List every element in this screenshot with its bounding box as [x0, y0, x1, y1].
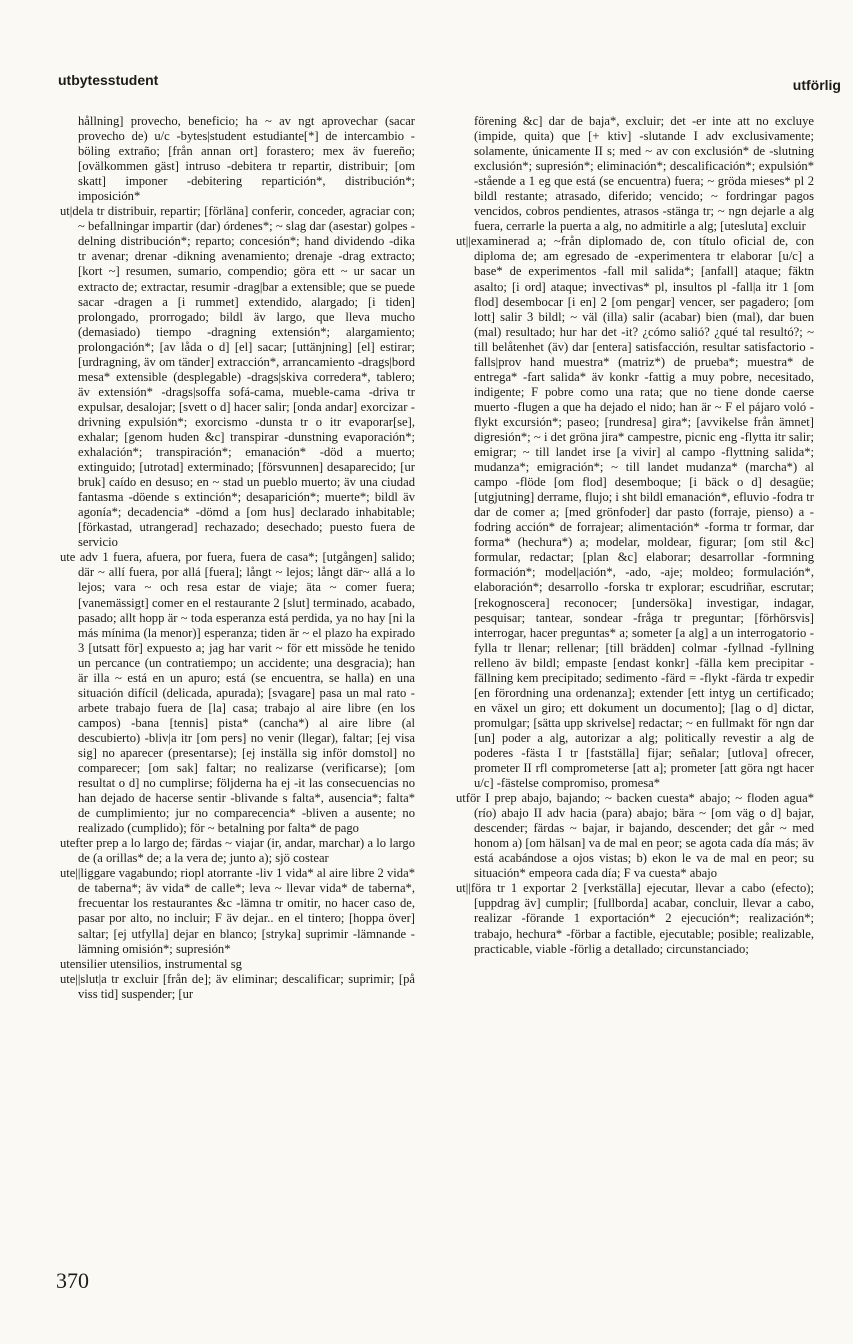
dictionary-entry: ut||examinerad a; ~från diplomado de, con título oficial de, con diploma de; am egresado de -experimentera tr elaborar [u/c] a base* de experimentos -fall mil salida*; [anfall] ataque; fäktn asalto; [i ord] ataque; invectivas* pl, insultos pl -fall|a itr 1 [om flod] desembocar [i en] 2 [om pengar] vencer, ser pagadero; [om lott] salir 3 bildl; ~ väl (illa) salir (acabar) bien (mal), dar buen (mal) resultado; hur har det -it? ¿cómo salió? ¿qué tal resultó?; ~ till belåtenhet (äv) dar [entera] satisfacción, resultar satisfactorio -falls|prov hand muestra* (matriz*) de prueba*; muestra* de entrega* -fart salida* äv konkr -fattig a muy pobre, necesitado, indigente; F pobre como una rata; que no tiene donde caerse muerto -flugen a que ha dejado el nido; han är ~ F el pájaro voló -flykt excursión*; paseo; [rundresa] gira*; [avvikelse från ämnet] digresión*; ~ i det gröna jira* campestre, picnic eng -flytta itr salir; emigrar; ~ till landet irse [a vivir] al campo -flyttning salida*; mudanza*; emigración*; ~ till landet mudanza* (marcha*) al campo -flöde [om flod] desemboque; [i bäck o d] desagüe; [utgjutning] derrame, flujo; i sht bildl emanación*, efluvio -fodra tr dar de comer a; [med grönfoder] dar pasto (forraje, pienso) a -fodring acción* de forrajear; alimentación* -forma tr formar, dar forma* (hechura*) a; modelar, moldear, figurar; [om stil &c] formular, redactar; [plan &c] elaborar; desarrollar -formning formación*; model|ación*, -ado, -aje; moldeo; formulación*, elaboración*; desarrollo -forska tr explorar; escudriñar, escrutar; [rekognoscera] reconocer; [undersöka] investigar, indagar, pesquisar; tantear, sondear -fråga tr preguntar; [förhörsvis] interrogar, hacer preguntas* a; someter [a alg] a un interrogatorio -fylla tr llenar; rellenar; [till brädden] colmar -fyllnad -fyllning relleno äv bildl; empaste [endast konkr] -fälla kem precipitar -fällning kem precipitado; sedimento -färd = -flykt -färda tr expedir [en förordning una ordenanza]; extender [ett intyg un certificado; en växel un giro; ett dokument un documento]; [lag o d] dictar, promulgar; [sätta upp skrivelse] redactar; ~ en fullmakt för ngn dar [un] poder a alg, autorizar a alg; politically revestir a alg de poderes -fästa I tr [fastställa] fijar; señalar; [utlova] ofrecer, prometer II rfl comprometerse [att a]; prometer [att göra ngt hacer u/c] -fästelse compromiso, promesa*	[456, 234, 814, 791]
page-number: 370	[56, 1268, 89, 1293]
right-column	[456, 114, 814, 957]
running-head-right: utförlig	[792, 77, 841, 93]
left-column	[60, 114, 415, 1002]
dictionary-entry: ut||föra tr 1 exportar 2 [verkställa] ejecutar, llevar a cabo (efecto); [uppdrag äv] cumplir; [fullborda] acabar, concluir, llevar a cabo, realizar -förande 1 exportación* 2 ejecución*; realización*; trabajo, hechura* -förbar a factible, ejecutable; posible; realizable, practicable, viable -förlig a detallado; circunstanciado;	[456, 881, 814, 956]
dictionary-entry: ut|dela tr distribuir, repartir; [förläna] conferir, conceder, agraciar con; ~ befallningar impartir (dar) órdenes*; ~ slag dar (asestar) golpes -delning distribución*; reparto; concesión*; hand dividendo -dika tr avenar; drenar -dikning avenamiento; drenaje -drag extracto; [kort ~] resumen, sumario, compendio; göra ett ~ ur sacar un extracto de; extractar, resumir -drag|bar a extensible; que se puede sacar -dragen a [i rummet] extendido, alargado; [i tiden] prolongado, prorrogado; bildl äv largo, que lleva mucho (demasiado) tiempo -dragning extensión*; alargamiento; prolongación*; [av låda o d] [el] sacar; [uttänjning] [el] estirar; [urdragning, äv om tänder] extracción*, arrancamiento -drags|bord mesa* extensible (desplegable) -drags|skiva corredera*, tablero; äv extensión* -drags|soffa sofá-cama, mueble-cama -driva tr expulsar, desalojar; [svett o d] hacer salir; [onda andar] exorcizar -drivning expulsión*; exorcismo -dunsta tr o itr evaporar[se], exhalar; [genom huden &c] transpirar -dunstning evaporación*; exhalación*; transpiración*; emanación* -död a muerto; extinguido; [utrotad] exterminado; [försvunnen] desaparecido; [ur bruk] caído en desuso; en ~ stad un pueblo muerto; äv una ciudad fantasma -döende s extinción*; desaparición*; muerte*; bildl äv agonía*; decadencia* -dömd a [om hus] declarado inhabitable; [förkastad, utrangerad] rechazado; desechado; puesto fuera de servicio	[60, 204, 415, 550]
dictionary-entry: utför I prep abajo, bajando; ~ backen cuesta* abajo; ~ floden agua* (río) abajo II adv hacia (para) abajo; bära ~ [om väg o d] bajar, descender; färdas ~ bajar, ir bajando, descender; det går ~ med honom a) [om hälsan] va de mal en peor; se agota cada día más; äv está acabándose a ojos vistas; b) ekon le va de mal en peor; su situación* empeora cada día; F va cuesta* abajo	[456, 791, 814, 881]
dictionary-entry: utefter prep a lo largo de; färdas ~ viajar (ir, andar, marchar) a lo largo de (a orillas* de; a la vera de; junto a); sjö costear	[60, 836, 415, 866]
dictionary-entry: ute||liggare vagabundo; riopl atorrante -liv 1 vida* al aire libre 2 vida* de taberna*; äv vida* de calle*; leva ~ llevar vida* de taberna*, frecuentar los restaurantes &c -lämna tr omitir, no hacer caso de, pasar por alto, no incluir; F äv dejar.. en el tintero; [hoppa över] saltar; [ej utfylla] dejar en blanco; [stryka] suprimir -lämnande -lämning omisión*; supresión*	[60, 866, 415, 956]
dictionary-entry: utensilier utensilios, instrumental sg	[60, 956, 242, 971]
dictionary-entry: hållning] provecho, beneficio; ha ~ av ngt aprovechar (sacar provecho de) u/c -bytes|student estudiante[*] de intercambio -böling extraño; [från annan ort] forastero; mex äv fuereño; [ovälkommen gäst] intruso -debitera tr repartir, distribuir; [om skatt] imponer -debitering repartición*, distribución*; imposición*	[78, 114, 415, 204]
running-head-left: utbytesstudent	[58, 72, 159, 88]
dictionary-entry: ute||slut|a tr excluir [från de]; äv eliminar; descalificar; suprimir; [på viss tid] suspender; [ur	[60, 971, 415, 1001]
dictionary-entry: förening &c] dar de baja*, excluir; det -er inte att no excluye (impide, quita) que [+ ktiv] -slutande I adv exclusivamente; solamente, únicamente II s; med ~ av con exclusión* de -slutning exclusión*; supresión*; eliminación*; descalificación*; expulsión* -stående a 1 eg que está (se encuentra) fuera; ~ gröda mieses* pl 2 bildl restante; atrasado, diferido; vencido; ~ fordringar pagos vencidos, cobros pendientes, atrasos -stänga tr; ~ ngn dejarle a alg fuera, cerrarle la puerta a alg, no admitirle a alg; [utesluta] excluir	[474, 114, 814, 234]
dictionary-entry: ute adv 1 fuera, afuera, por fuera, fuera de casa*; [utgången] salido; där ~ allí fuera, por allá [fuera]; långt ~ lejos; långt där~ allá a lo lejos; vara ~ och resa estar de viaje; äta ~ comer fuera; [vanemässigt] comer en el restaurante 2 [slut] terminado, acabado, pasado; allt hopp är ~ toda esperanza está perdida, ya no hay [ni la más mínima (la menor)] esperanza; tiden är ~ el plazo ha expirado 3 [utsatt för] expuesto a; jag har varit ~ för ett missöde he tenido un percance (un contratiempo; un accidente; una desgracia); han är illa ~ está en un apuro; está (se encuentra, se halla) en una situación difícil (delicada, apurada); [svagare] pasa un mal rato -arbete trabajo fuera de [la] casa; trabajo al aire libre (en los campos) -bana [tennis] pista* (cancha*) al aire libre (al descubierto) -bliv|a itr [om pers] no venir (llegar), faltar; [ej visa sig] no aparecer (presentarse); [ej inställa sig inför domstol] no comparecer; [om sak] faltar; no realizarse (verificarse); [om resultat o d] no cumplirse; följderna ha ej -it las consecuencias no han dejado de hacerse sentir -blivande s falta*, ausencia*; falta* de cumplimiento; jur no comparecencia* -bliven a ausente; no realizado (cumplido); för ~ betalning por falta* de pago	[60, 550, 415, 836]
